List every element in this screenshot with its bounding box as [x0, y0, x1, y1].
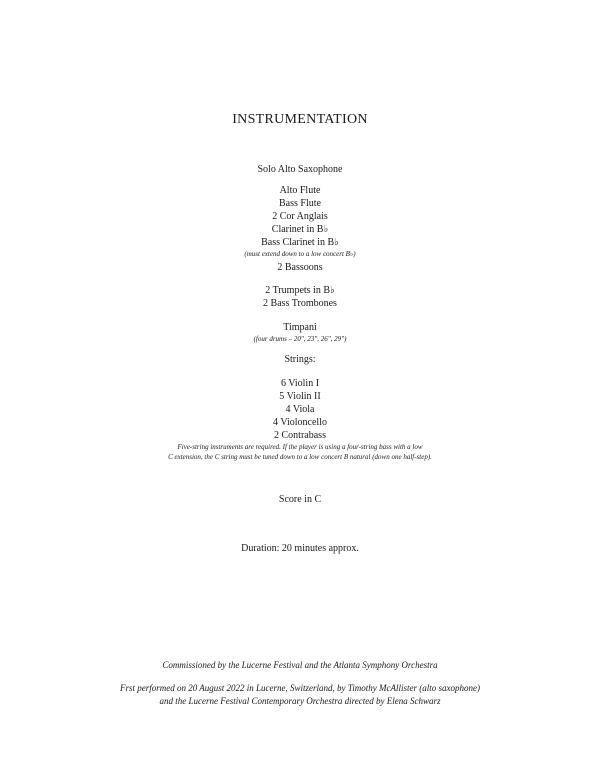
woodwind-item: 2 Cor Anglais: [272, 211, 328, 222]
duration-section: [0, 542, 600, 555]
commission-section: [0, 659, 600, 672]
premiere-credit-line: Frst performed on 20 August 2022 in Lucerne, Switzerland, by Timothy McAllister (alto saxophone): [119, 683, 481, 693]
string-item: 4 Viola: [285, 404, 315, 415]
string-item: 2 Contrabass: [274, 430, 326, 441]
brass-item: 2 Bass Trombones: [263, 298, 337, 309]
timpani-note: (four drums – 20", 23", 26", 29"): [253, 335, 347, 343]
contrabass-note-line: Five-string instruments are required. If the player is using a four-string bass with a low: [177, 443, 423, 451]
timpani-item: Timpani: [283, 322, 317, 333]
woodwind-item: 2 Bassoons: [277, 262, 323, 273]
woodwind-item: Bass Flute: [279, 198, 321, 209]
solo-section: [0, 163, 600, 176]
woodwind-item: Clarinet in B♭: [271, 224, 329, 235]
solo-instrument: Solo Alto Saxophone: [257, 164, 343, 175]
string-item: 4 Violoncello: [273, 417, 327, 428]
commission-credit: Commissioned by the Lucerne Festival and the Atlanta Symphony Orchestra: [162, 660, 438, 670]
woodwind-item: Alto Flute: [279, 185, 321, 196]
woodwind-item: Bass Clarinet in B♭: [261, 237, 339, 248]
brass-item: 2 Trumpets in B♭: [265, 285, 335, 296]
bass-clarinet-note: (must extend down to a low concert B♭): [244, 250, 356, 258]
premiere-credit-line: and the Lucerne Festival Contemporary Orchestra directed by Elena Schwarz: [159, 696, 441, 706]
score-transposition: Score in C: [278, 494, 322, 505]
brass-section: [0, 284, 600, 310]
strings-section: [0, 377, 600, 462]
woodwinds-section: [0, 184, 600, 274]
premiere-section: [0, 682, 600, 708]
score-section: [0, 493, 600, 506]
percussion-section: [0, 321, 600, 344]
string-item: 5 Violin II: [279, 391, 321, 402]
strings-heading-section: [0, 353, 600, 366]
strings-heading: Strings:: [284, 354, 316, 365]
contrabass-note-line: C extension, the C string must be tuned down to a low concert B natural (down one half-step).: [168, 453, 432, 461]
string-item: 6 Violin I: [280, 378, 320, 389]
duration: Duration: 20 minutes approx.: [241, 543, 359, 554]
page-title: INSTRUMENTATION: [232, 112, 368, 127]
